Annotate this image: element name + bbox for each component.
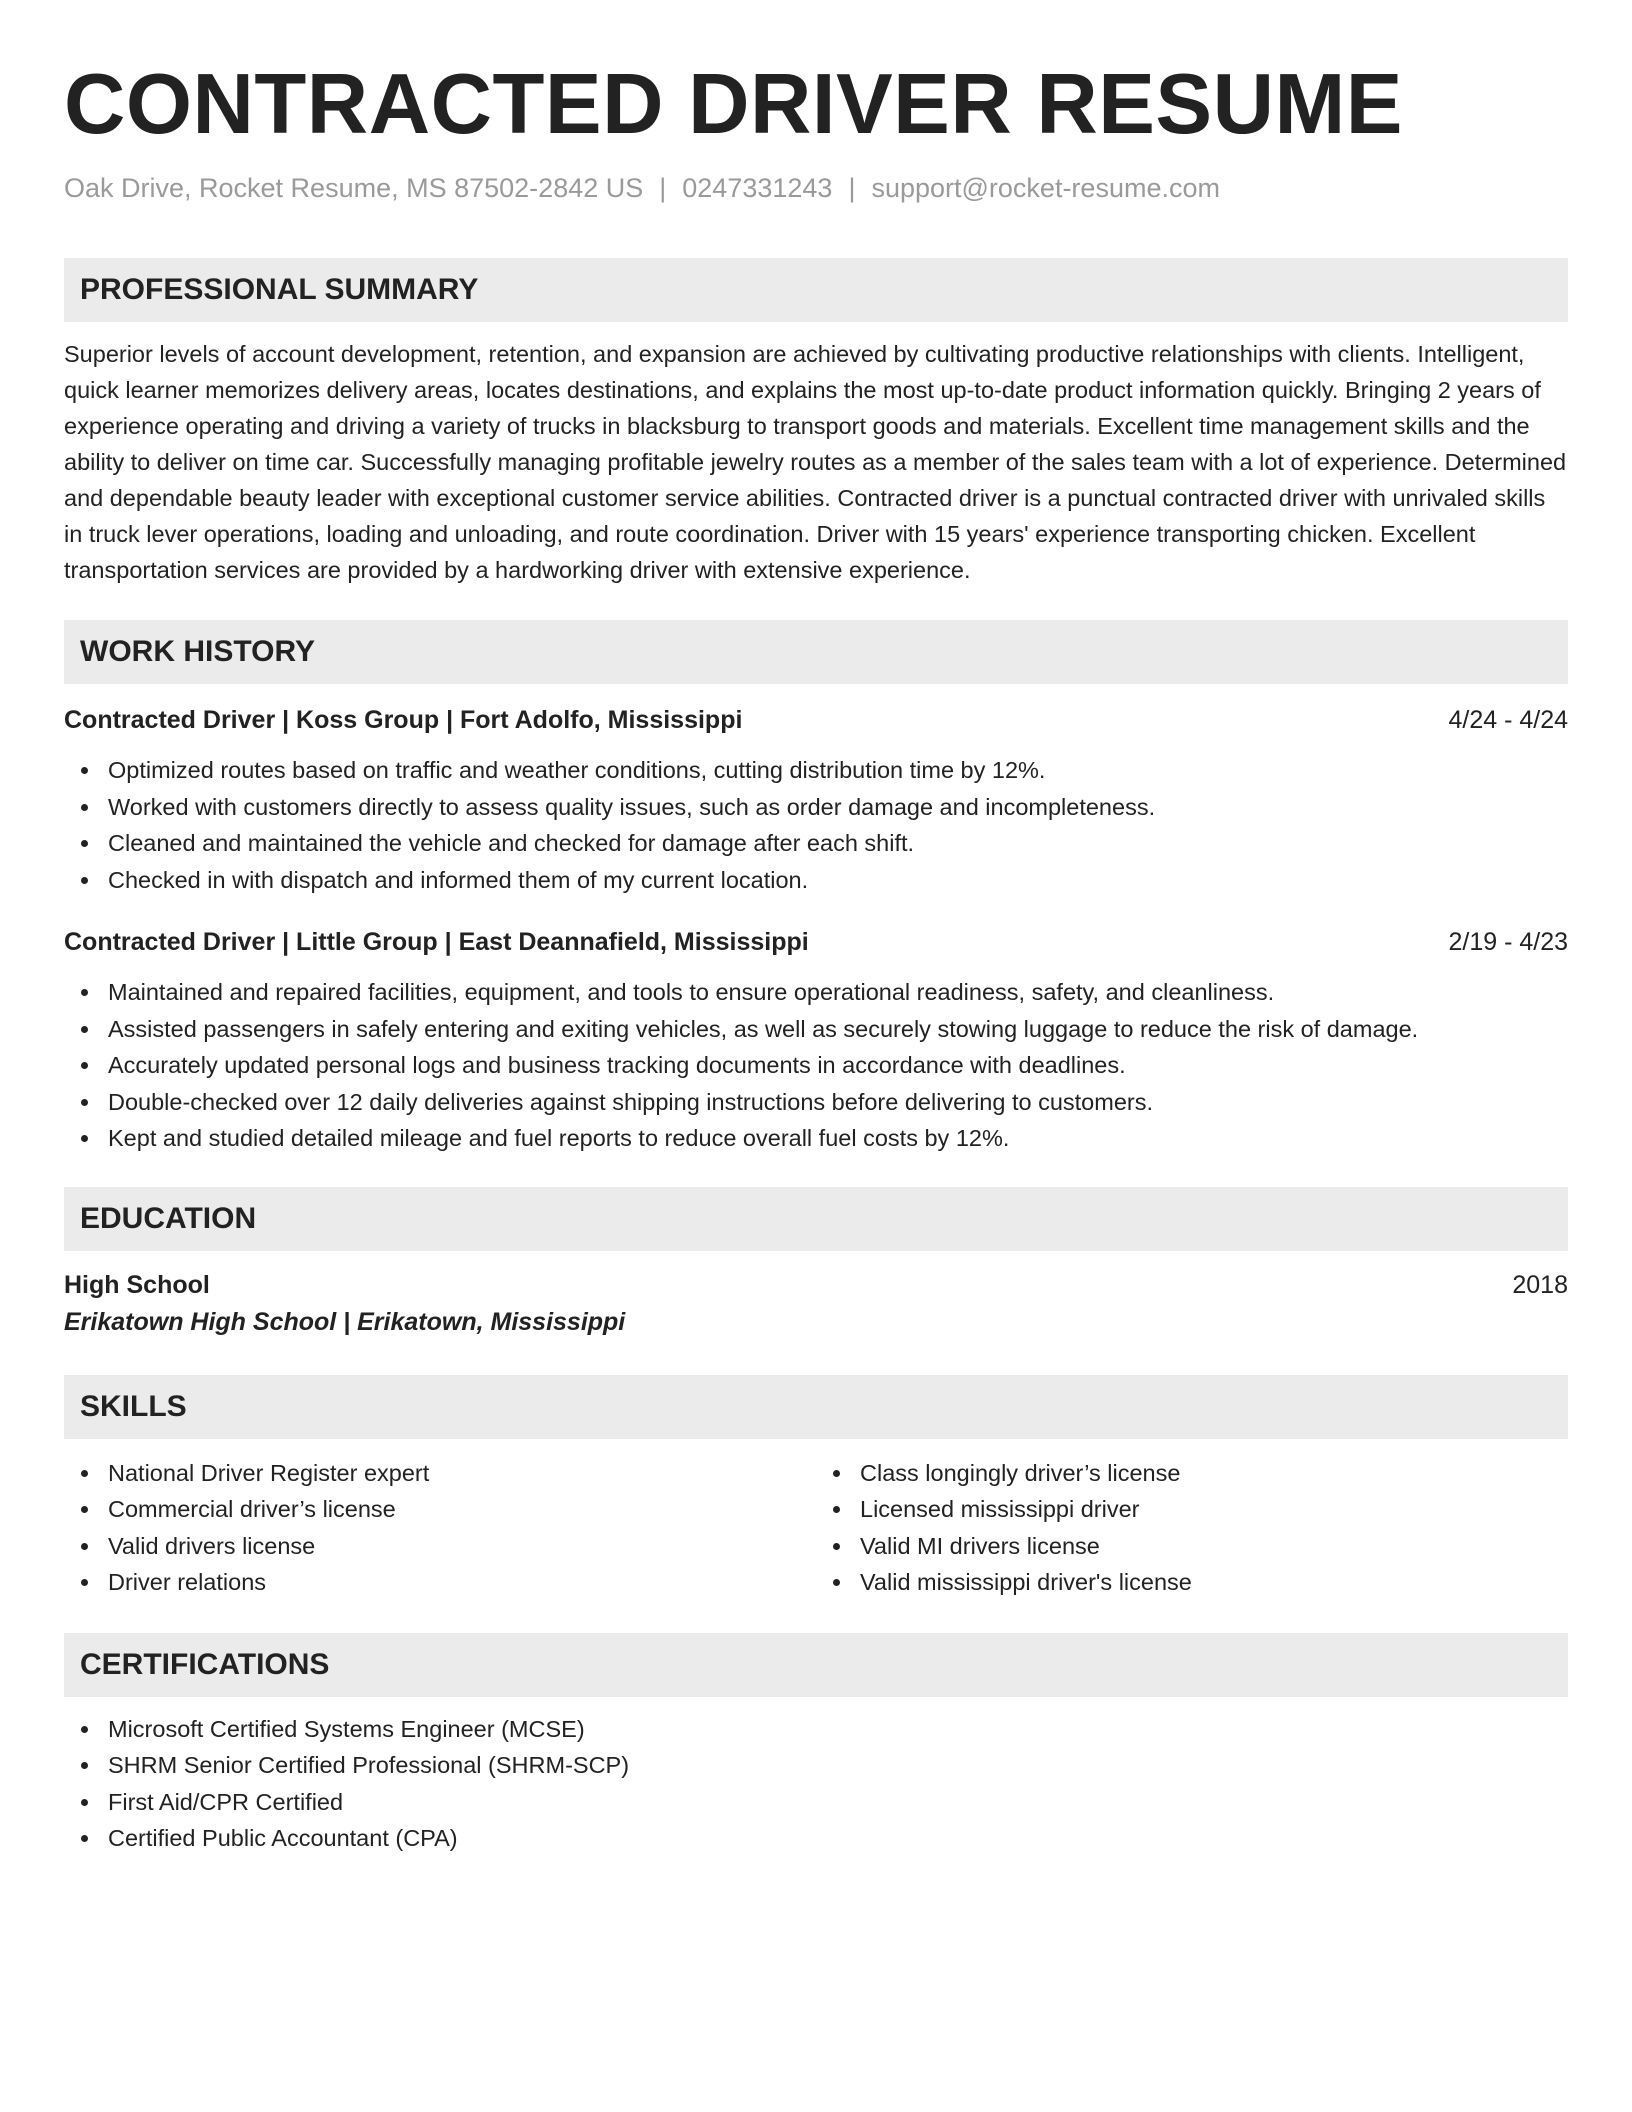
summary-heading: PROFESSIONAL SUMMARY — [64, 258, 1568, 322]
skill-item: Commercial driver’s license — [108, 1491, 816, 1528]
contact-separator: | — [848, 173, 856, 203]
skill-item: Driver relations — [108, 1564, 816, 1601]
education-year: 2018 — [1512, 1270, 1568, 1299]
summary-text: Superior levels of account development, retention, and expansion are achieved by cultivating productive relationships with clients. Intelligent, quick learner memorizes delivery areas, locates destinations, and explains the most up-to-date product information quickly. Bringing 2 years of experience operating and driving a variety of trucks in blacksburg to transport goods and materials. Excellent time management skills and the ability to deliver on time car. Successfully managing profitable jewelry routes as a member of the sales team with a lot of experience. Determined and dependable beauty leader with exceptional customer service abilities. Contracted driver is a punctual contracted driver with unrivaled skills in truck lever operations, loading and unloading, and route coordination. Driver with 15 years' experience transporting chicken. Excellent transportation services are provided by a hardworking driver with extensive experience. — [64, 341, 1567, 583]
job-entry — [64, 702, 1568, 898]
job-title: Contracted Driver | Koss Group | Fort Adolfo, Mississippi — [64, 706, 743, 734]
skill-item: National Driver Register expert — [108, 1455, 816, 1492]
job-bullets — [64, 752, 1568, 898]
certification-item: Microsoft Certified Systems Engineer (MCSE) — [108, 1711, 1568, 1748]
skills-column-left — [64, 1455, 816, 1601]
skills-heading: SKILLS — [64, 1375, 1568, 1439]
certification-item: SHRM Senior Certified Professional (SHRM-SCP) — [108, 1747, 1568, 1784]
skills-list — [64, 1455, 1568, 1601]
job-dates: 4/24 - 4/24 — [1448, 706, 1568, 734]
certifications-heading: CERTIFICATIONS — [64, 1633, 1568, 1697]
job-bullet: Worked with customers directly to assess quality issues, such as order damage and incompleteness. — [108, 789, 1568, 826]
certifications-list — [64, 1711, 1568, 1857]
certification-item: Certified Public Accountant (CPA) — [108, 1820, 1568, 1857]
education-header — [64, 1267, 1568, 1303]
education-heading: EDUCATION — [64, 1187, 1568, 1251]
job-title: Contracted Driver | Little Group | East Deannafield, Mississippi — [64, 928, 809, 956]
job-header — [64, 924, 1568, 960]
job-bullet: Optimized routes based on traffic and weather conditions, cutting distribution time by 12%. — [108, 752, 1568, 789]
skills-column-right — [816, 1455, 1568, 1601]
resume-title: CONTRACTED DRIVER RESUME — [64, 57, 1404, 152]
job-bullet: Assisted passengers in safely entering and exiting vehicles, as well as securely stowing luggage to reduce the risk of damage. — [108, 1011, 1568, 1048]
job-bullets — [64, 974, 1568, 1157]
education-school: Erikatown High School | Erikatown, Mississippi — [64, 1307, 626, 1336]
skill-item: Licensed mississippi driver — [860, 1491, 1568, 1528]
job-bullet: Cleaned and maintained the vehicle and checked for damage after each shift. — [108, 825, 1568, 862]
job-bullet: Double-checked over 12 daily deliveries against shipping instructions before delivering to customers. — [108, 1084, 1568, 1121]
contact-phone: 0247331243 — [682, 173, 833, 203]
skill-item: Valid MI drivers license — [860, 1528, 1568, 1565]
contact-separator: | — [659, 173, 667, 203]
education-entry — [64, 1267, 1568, 1341]
job-bullet: Checked in with dispatch and informed them of my current location. — [108, 862, 1568, 899]
job-bullet: Accurately updated personal logs and business tracking documents in accordance with deadlines. — [108, 1047, 1568, 1084]
contact-address: Oak Drive, Rocket Resume, MS 87502-2842 US — [64, 173, 644, 203]
contact-line — [64, 173, 1568, 204]
certification-item: First Aid/CPR Certified — [108, 1784, 1568, 1821]
job-dates: 2/19 - 4/23 — [1448, 928, 1568, 956]
job-bullet: Kept and studied detailed mileage and fuel reports to reduce overall fuel costs by 12%. — [108, 1120, 1568, 1157]
skill-item: Valid mississippi driver's license — [860, 1564, 1568, 1601]
contact-email: support@rocket-resume.com — [871, 173, 1220, 203]
job-entry — [64, 924, 1568, 1157]
education-degree: High School — [64, 1270, 210, 1299]
work-history-heading: WORK HISTORY — [64, 620, 1568, 684]
skill-item: Valid drivers license — [108, 1528, 816, 1565]
skill-item: Class longingly driver’s license — [860, 1455, 1568, 1492]
job-header — [64, 702, 1568, 738]
job-bullet: Maintained and repaired facilities, equipment, and tools to ensure operational readiness, safety, and cleanliness. — [108, 974, 1568, 1011]
